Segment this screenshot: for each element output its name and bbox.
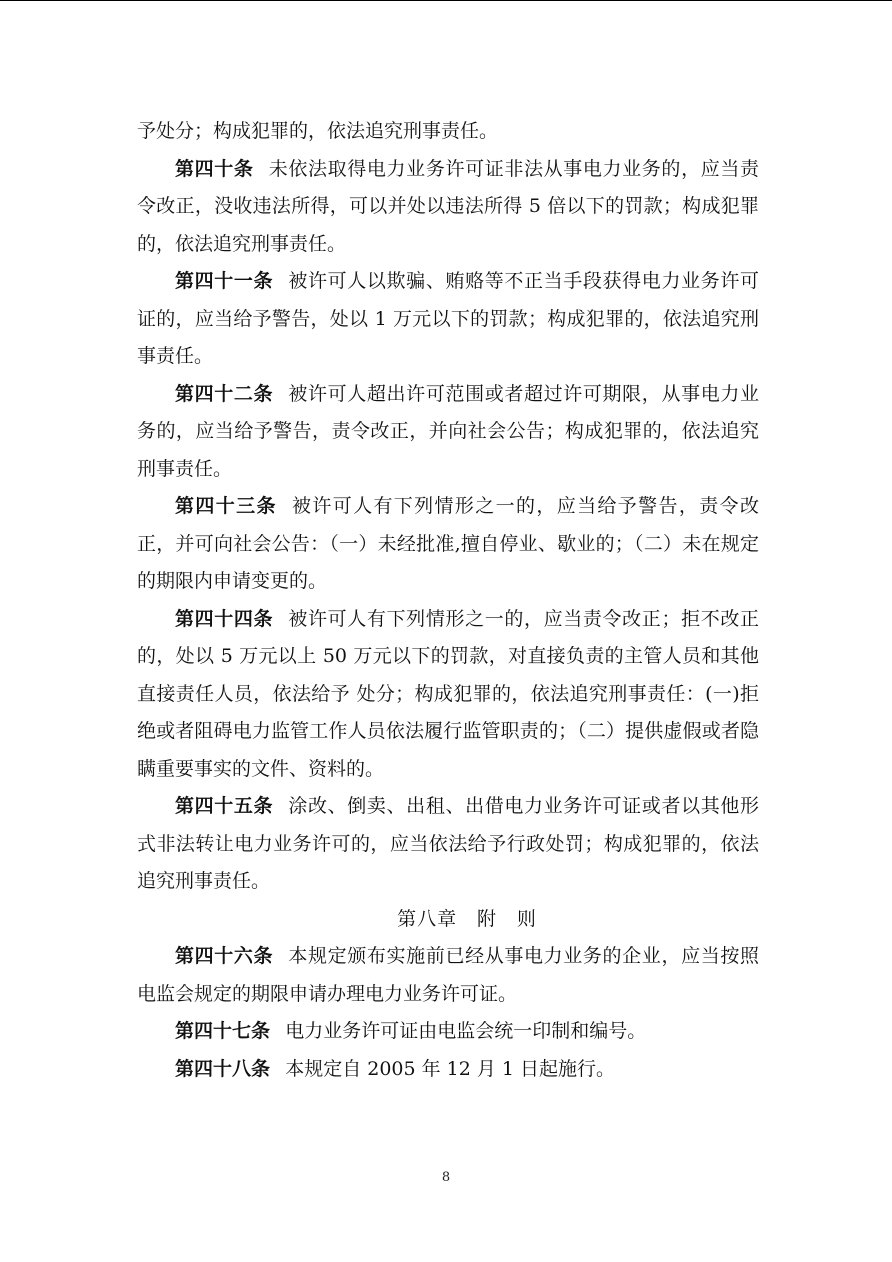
article-number: 第四十六条 (175, 945, 274, 967)
article-text: 被许可人有下列情形之一的，应当责令改正；拒不改正的，处以 5 万元以上 50 万元以下的罚款，对直接负责的主管人员和其他直接责任人员，依法给予 处分；构成犯罪的，依法追究刑事责任：(一)拒绝或者阻碍电力监管工作人员依法履行监管职责的；（二）提供虚假或者隐瞒重要事实的文件、资料的。 (137, 607, 759, 780)
chapter-heading: 第八章 附 则 (397, 907, 537, 930)
article-number: 第四十条 (175, 157, 254, 180)
article-text: 本规定自 2005 年 12 月 1 日起施行。 (285, 1057, 616, 1080)
article-46 (137, 938, 759, 1013)
article-48 (137, 1051, 759, 1089)
article-47 (137, 1013, 759, 1051)
article-text: 被许可人超出许可范围或者超过许可期限，从事电力业务的，应当给予警告，责令改正，并向社会公告；构成犯罪的，依法追究刑事责任。 (137, 382, 759, 480)
article-number: 第四十七条 (175, 1020, 271, 1042)
article-43 (137, 488, 759, 601)
article-number: 第四十八条 (175, 1057, 271, 1080)
article-44 (137, 601, 759, 789)
article-text: 涂改、倒卖、出租、出借电力业务许可证或者以其他形式非法转让电力业务许可的，应当依法给予行政处罚；构成犯罪的，依法追究刑事责任。 (137, 795, 759, 892)
document-page (137, 113, 759, 1088)
article-42 (137, 376, 759, 489)
article-number: 第四十五条 (175, 795, 274, 817)
article-text: 电力业务许可证由电监会统一印制和编号。 (285, 1020, 647, 1042)
article-41 (137, 263, 759, 376)
article-text: 被许可人有下列情形之一的，应当给予警告，责令改正，并可向社会公告：（一）未经批准,擅自停业、歇业的；（二）未在规定的期限内申请变更的。 (137, 495, 759, 592)
article-text: 被许可人以欺骗、贿赂等不正当手段获得电力业务许可证的，应当给予警告，处以 1 万元以下的罚款；构成犯罪的，依法追究刑事责任。 (137, 270, 759, 367)
article-text: 本规定颁布实施前已经从事电力业务的企业，应当按照电监会规定的期限申请办理电力业务许可证。 (137, 945, 759, 1005)
article-number: 第四十一条 (175, 270, 274, 292)
article-number: 第四十四条 (175, 607, 274, 630)
page-number: 8 (441, 1170, 451, 1185)
top-border-line (0, 0, 892, 1)
article-40 (137, 151, 759, 264)
article-number: 第四十三条 (175, 495, 277, 517)
lead-in-paragraph: 予处分；构成犯罪的，依法追究刑事责任。 (137, 120, 499, 142)
article-45 (137, 788, 759, 901)
article-number: 第四十二条 (175, 382, 274, 405)
article-text: 未依法取得电力业务许可证非法从事电力业务的，应当责令改正，没收违法所得，可以并处以违法所得 5 倍以下的罚款；构成犯罪的，依法追究刑事责任。 (137, 157, 759, 255)
